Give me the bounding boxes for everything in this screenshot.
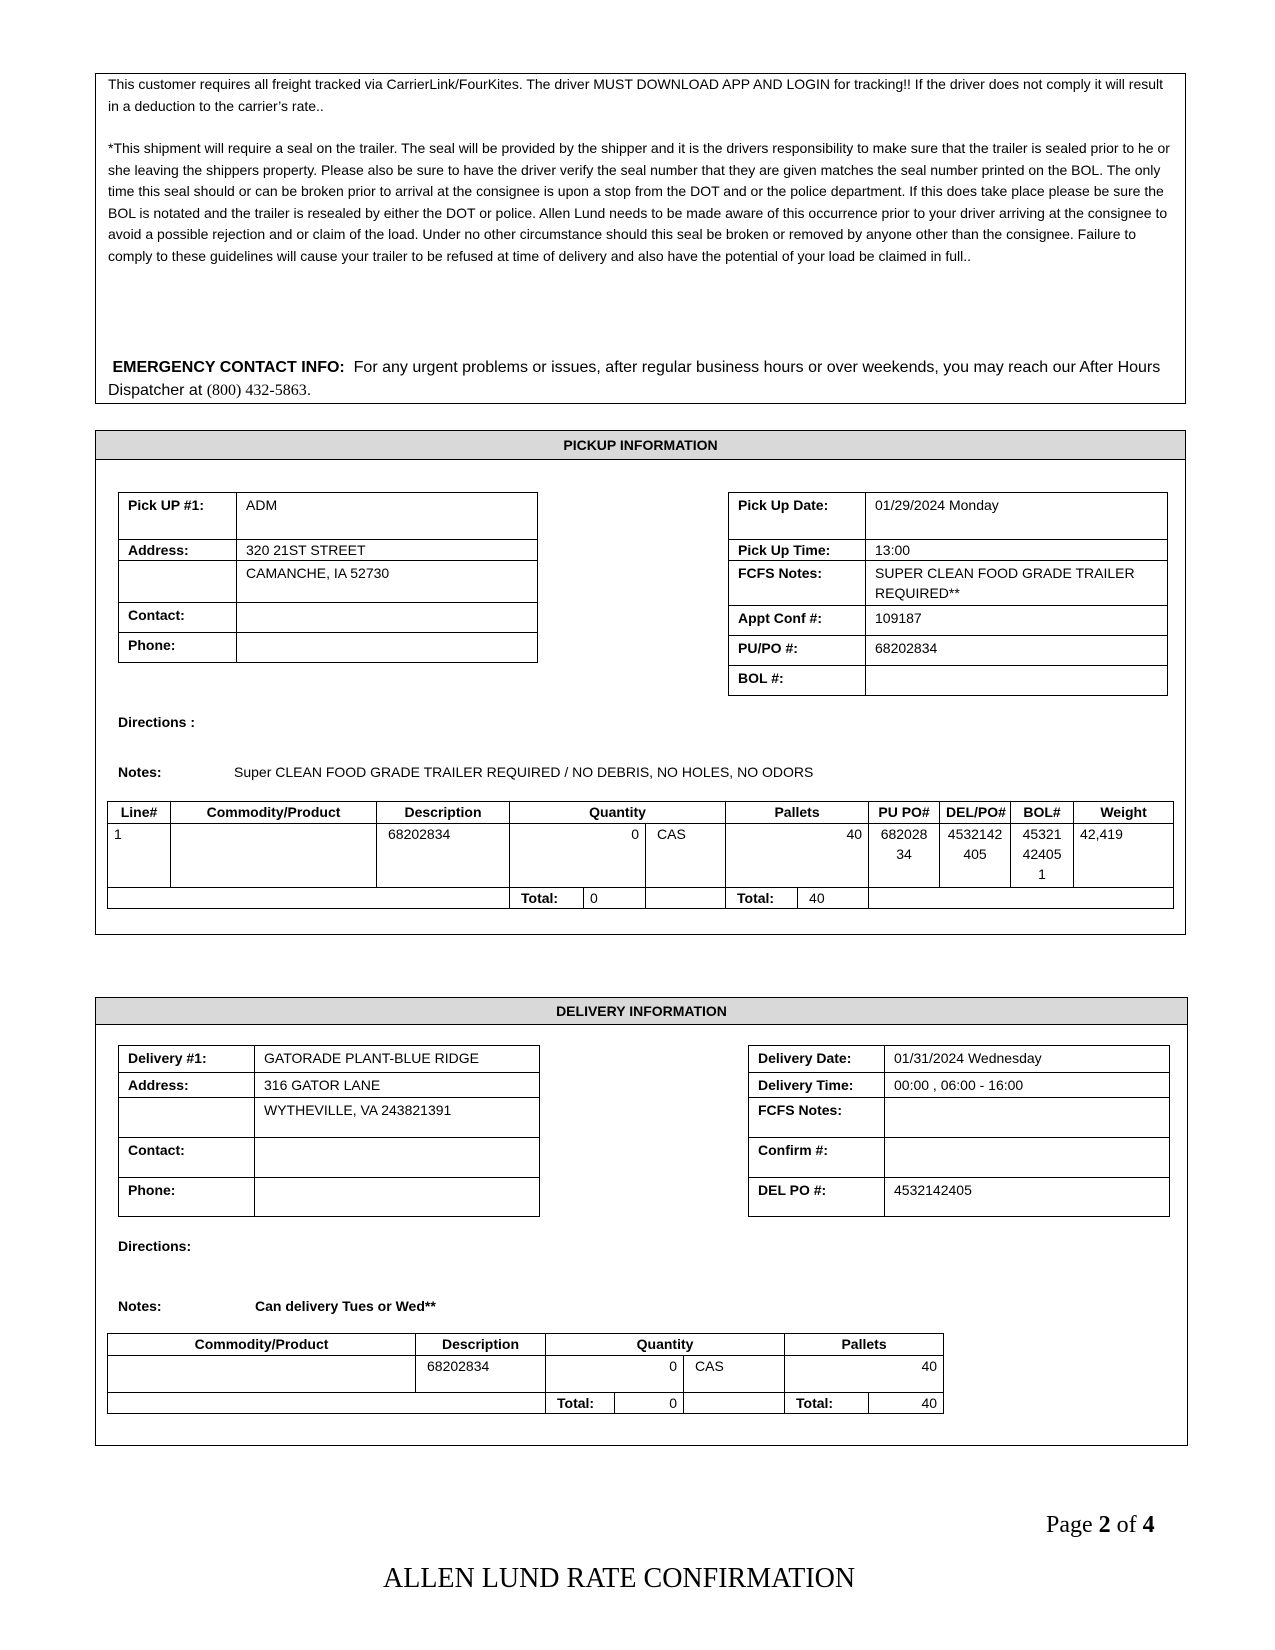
pickup-phone-label: Phone: (119, 633, 237, 663)
delivery-section-title: DELIVERY INFORMATION (96, 998, 1187, 1025)
emergency-label: EMERGENCY CONTACT INFO: (112, 359, 345, 376)
delivery-address-label: Address: (119, 1073, 255, 1098)
pickup-bol-value (866, 666, 1168, 696)
item-bol: 45321 42405 1 (1011, 824, 1074, 888)
del-pallets-total-label: Total: (785, 1393, 869, 1414)
delivery-date-value: 01/31/2024 Wednesday (885, 1046, 1170, 1073)
pickup-section (95, 430, 1186, 935)
delivery-time-value: 00:00 , 06:00 - 16:00 (885, 1073, 1170, 1098)
pallets-total-value: 40 (798, 888, 869, 909)
pickup-contact-value (237, 603, 538, 633)
total-row-blank (108, 888, 510, 909)
del-qty-total-value: 0 (615, 1393, 684, 1414)
qty-total-blank (646, 888, 726, 909)
del-qty-total-label: Total: (546, 1393, 615, 1414)
delivery-contact-value (255, 1138, 540, 1178)
delivery-notes-value: Can delivery Tues or Wed** (255, 1298, 436, 1314)
item-description: 68202834 (377, 824, 510, 888)
pickup-date-label: Pick Up Date: (729, 493, 866, 540)
page-prefix: Page (1046, 1512, 1093, 1538)
col-header-weight: Weight (1074, 802, 1174, 824)
pickup-directions-label: Directions : (118, 714, 196, 730)
pickup-left-table (118, 492, 538, 663)
delivery-notes-label: Notes: (118, 1298, 162, 1314)
item-line: 1 (108, 824, 171, 888)
delivery-number-value: GATORADE PLANT-BLUE RIDGE (255, 1046, 540, 1073)
del-col-header-quantity: Quantity (546, 1334, 785, 1356)
del-total-row-blank (108, 1393, 546, 1414)
del-item-commodity (108, 1356, 416, 1393)
emergency-contact (108, 356, 1176, 402)
seal-notice: *This shipment will require a seal on the trailer. The seal will be provided by the shipper and it is the drivers responsibility to make sure that the trailer is sealed prior to he or she leaving the shippers property. Please also be sure to have the driver verify the seal number that they are given matches the seal number printed on the BOL. The only time this seal should or can be broken prior to arrival at the consignee is upon a stop from the DOT and or the police department. If this does take place please be sure the BOL is notated and the trailer is resealed by either the DOT or police. Allen Lund needs to be made aware of this occurrence prior to your driver arriving at the consignee to avoid a possible rejection and or claim of the load. Under no other circumstance should this seal be broken or removed by anyone other than the consignee. Failure to comply to these guidelines will cause your trailer to be refused at time of delivery and also have the potential of your load be claimed in full.. (108, 140, 1170, 264)
delivery-phone-label: Phone: (119, 1178, 255, 1217)
pickup-address-blank (119, 561, 237, 603)
item-delpo: 4532142 405 (940, 824, 1011, 888)
item-pallets: 40 (726, 824, 869, 888)
pickup-items-table (107, 801, 1174, 909)
emergency-phone: (800) 432-5863 (206, 382, 307, 399)
col-header-bol: BOL# (1011, 802, 1074, 824)
item-quantity-unit: CAS (646, 824, 726, 888)
col-header-pupo: PU PO# (869, 802, 940, 824)
col-header-delpo: DEL/PO# (940, 802, 1011, 824)
del-col-header-commodity: Commodity/Product (108, 1334, 416, 1356)
delivery-phone-value (255, 1178, 540, 1217)
delivery-date-label: Delivery Date: (749, 1046, 885, 1073)
item-weight: 42,419 (1074, 824, 1174, 888)
notice-box (95, 73, 1186, 404)
delivery-address-line2: WYTHEVILLE, VA 243821391 (255, 1098, 540, 1138)
delivery-address-blank (119, 1098, 255, 1138)
col-header-line: Line# (108, 802, 171, 824)
pickup-number-value: ADM (237, 493, 538, 540)
emergency-text: For any urgent problems or issues, after regular business hours or over weekends, you may reach our After Hours Dispatcher at (108, 359, 1161, 399)
delivery-fcfs-label: FCFS Notes: (749, 1098, 885, 1138)
del-item-pallets: 40 (785, 1356, 944, 1393)
page-number (1046, 1512, 1155, 1539)
pickup-section-title: PICKUP INFORMATION (96, 431, 1185, 460)
table-row (108, 824, 1174, 888)
pickup-time-label: Pick Up Time: (729, 540, 866, 561)
del-pallets-total-value: 40 (869, 1393, 944, 1414)
pickup-bol-label: BOL #: (729, 666, 866, 696)
col-header-quantity: Quantity (510, 802, 726, 824)
pickup-appt-label: Appt Conf #: (729, 606, 866, 636)
total-row-tail (869, 888, 1174, 909)
delivery-delpo-label: DEL PO #: (749, 1178, 885, 1217)
emergency-period: . (306, 382, 312, 399)
col-header-commodity: Commodity/Product (171, 802, 377, 824)
pickup-number-label: Pick UP #1: (119, 493, 237, 540)
delivery-directions-label: Directions: (118, 1238, 192, 1254)
item-pupo: 682028 34 (869, 824, 940, 888)
table-row (108, 1356, 944, 1393)
delivery-left-table (118, 1045, 540, 1217)
pickup-address-line2: CAMANCHE, IA 52730 (237, 561, 538, 603)
delivery-time-label: Delivery Time: (749, 1073, 885, 1098)
qty-total-value: 0 (584, 888, 646, 909)
item-commodity (171, 824, 377, 888)
del-col-header-pallets: Pallets (785, 1334, 944, 1356)
delivery-confirm-value (885, 1138, 1170, 1178)
qty-total-label: Total: (510, 888, 584, 909)
col-header-description: Description (377, 802, 510, 824)
pickup-right-table (728, 492, 1168, 696)
pickup-phone-value (237, 633, 538, 663)
del-item-quantity: 0 (546, 1356, 684, 1393)
col-header-pallets: Pallets (726, 802, 869, 824)
delivery-delpo-value: 4532142405 (885, 1178, 1170, 1217)
delivery-address-line1: 316 GATOR LANE (255, 1073, 540, 1098)
pickup-date-value: 01/29/2024 Monday (866, 493, 1168, 540)
delivery-items-table (107, 1333, 944, 1414)
delivery-number-label: Delivery #1: (119, 1046, 255, 1073)
pickup-notes-label: Notes: (118, 764, 162, 780)
pickup-appt-value: 109187 (866, 606, 1168, 636)
delivery-section (95, 997, 1188, 1446)
pickup-time-value: 13:00 (866, 540, 1168, 561)
page-of: of (1116, 1512, 1137, 1538)
delivery-fcfs-value (885, 1098, 1170, 1138)
del-item-quantity-unit: CAS (684, 1356, 785, 1393)
pickup-address-line1: 320 21ST STREET (237, 540, 538, 561)
tracking-notice: This customer requires all freight tracked via CarrierLink/FourKites. The driver MUST DOWNLOAD APP AND LOGIN for tracking!! If the driver does not comply it will result in a deduction to the carrier’s rate.. (108, 76, 1164, 114)
page-total: 4 (1142, 1512, 1155, 1538)
page-current: 2 (1098, 1512, 1111, 1538)
pickup-address-label: Address: (119, 540, 237, 561)
pickup-pupo-value: 68202834 (866, 636, 1168, 666)
document-title: ALLEN LUND RATE CONFIRMATION (383, 1563, 856, 1594)
pallets-total-label: Total: (726, 888, 798, 909)
del-qty-total-blank (684, 1393, 785, 1414)
delivery-confirm-label: Confirm #: (749, 1138, 885, 1178)
item-quantity: 0 (510, 824, 646, 888)
delivery-contact-label: Contact: (119, 1138, 255, 1178)
pickup-contact-label: Contact: (119, 603, 237, 633)
pickup-notes-value: Super CLEAN FOOD GRADE TRAILER REQUIRED / NO DEBRIS, NO HOLES, NO ODORS (234, 764, 814, 780)
delivery-right-table (748, 1045, 1170, 1217)
pickup-fcfs-value: SUPER CLEAN FOOD GRADE TRAILER REQUIRED** (866, 561, 1168, 606)
pickup-pupo-label: PU/PO #: (729, 636, 866, 666)
pickup-fcfs-label: FCFS Notes: (729, 561, 866, 606)
del-item-description: 68202834 (416, 1356, 546, 1393)
del-col-header-description: Description (416, 1334, 546, 1356)
